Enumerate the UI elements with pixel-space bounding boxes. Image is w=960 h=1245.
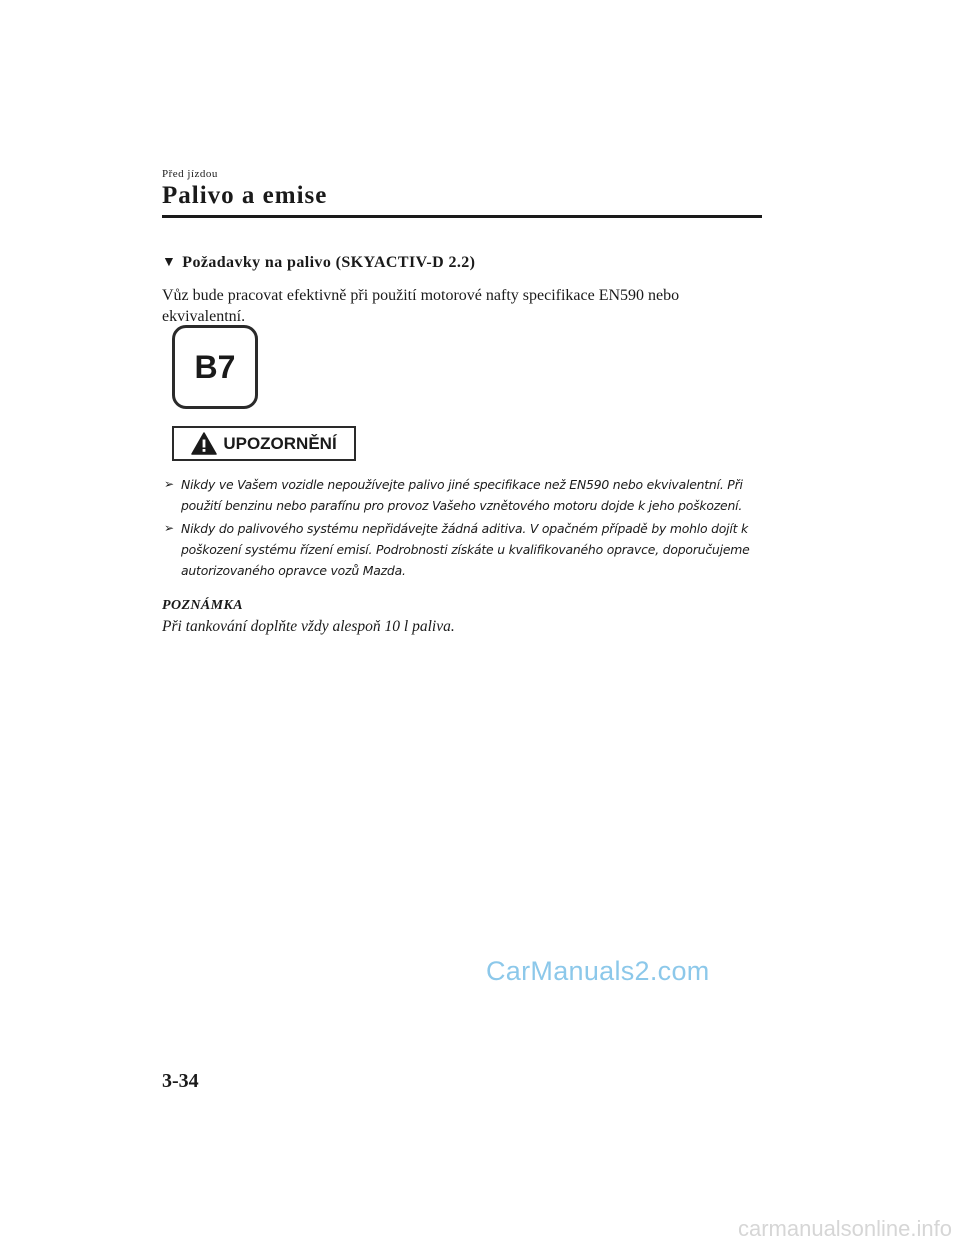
page-title: Palivo a emise (162, 182, 328, 209)
triangle-down-icon: ▼ (162, 255, 177, 270)
caution-item-text: Nikdy ve Vašem vozidle nepoužívejte palivo jiné specifikace než EN590 nebo ekvivalentní. Při použití benzinu nebo parafínu pro provoz Vašeho vznětového motoru dojde k jeho poškození. (181, 477, 743, 513)
warning-triangle-icon (191, 432, 217, 455)
intro-paragraph: Vůz bude pracovat efektivně při použití motorové nafty specifikace EN590 nebo ekvivalentní. (162, 287, 680, 325)
caution-list (162, 474, 772, 583)
caution-item (162, 518, 772, 581)
note-heading: POZNÁMKA (162, 598, 243, 613)
arrow-bullet-icon: ➢ (164, 477, 174, 491)
note-text: Při tankování doplňte vždy alespoň 10 l paliva. (162, 618, 455, 635)
fuel-label-text: B7 (194, 348, 236, 385)
caution-item-text: Nikdy do palivového systému nepřidávejte žádná aditiva. V opačném případě by mohlo dojít k poškození systému řízení emisí. Podrobnosti získáte u kvalifikovaného opravce, doporučujeme autorizovaného opravce vozů Mazda. (181, 521, 750, 578)
caution-label: UPOZORNĚNÍ (223, 433, 337, 453)
watermark: CarManuals2.com (486, 956, 710, 986)
title-divider (162, 215, 762, 218)
arrow-bullet-icon: ➢ (164, 521, 174, 535)
caution-item (162, 474, 772, 516)
fuel-label-b7-icon (172, 325, 258, 409)
page-number: 3-34 (162, 1070, 199, 1092)
caution-box (172, 426, 356, 461)
footer-site-link[interactable]: carmanualsonline.info (737, 1216, 952, 1241)
section-heading-text: Požadavky na palivo (SKYACTIV-D 2.2) (182, 254, 476, 271)
breadcrumb: Před jízdou (162, 168, 218, 180)
section-heading (162, 254, 475, 272)
